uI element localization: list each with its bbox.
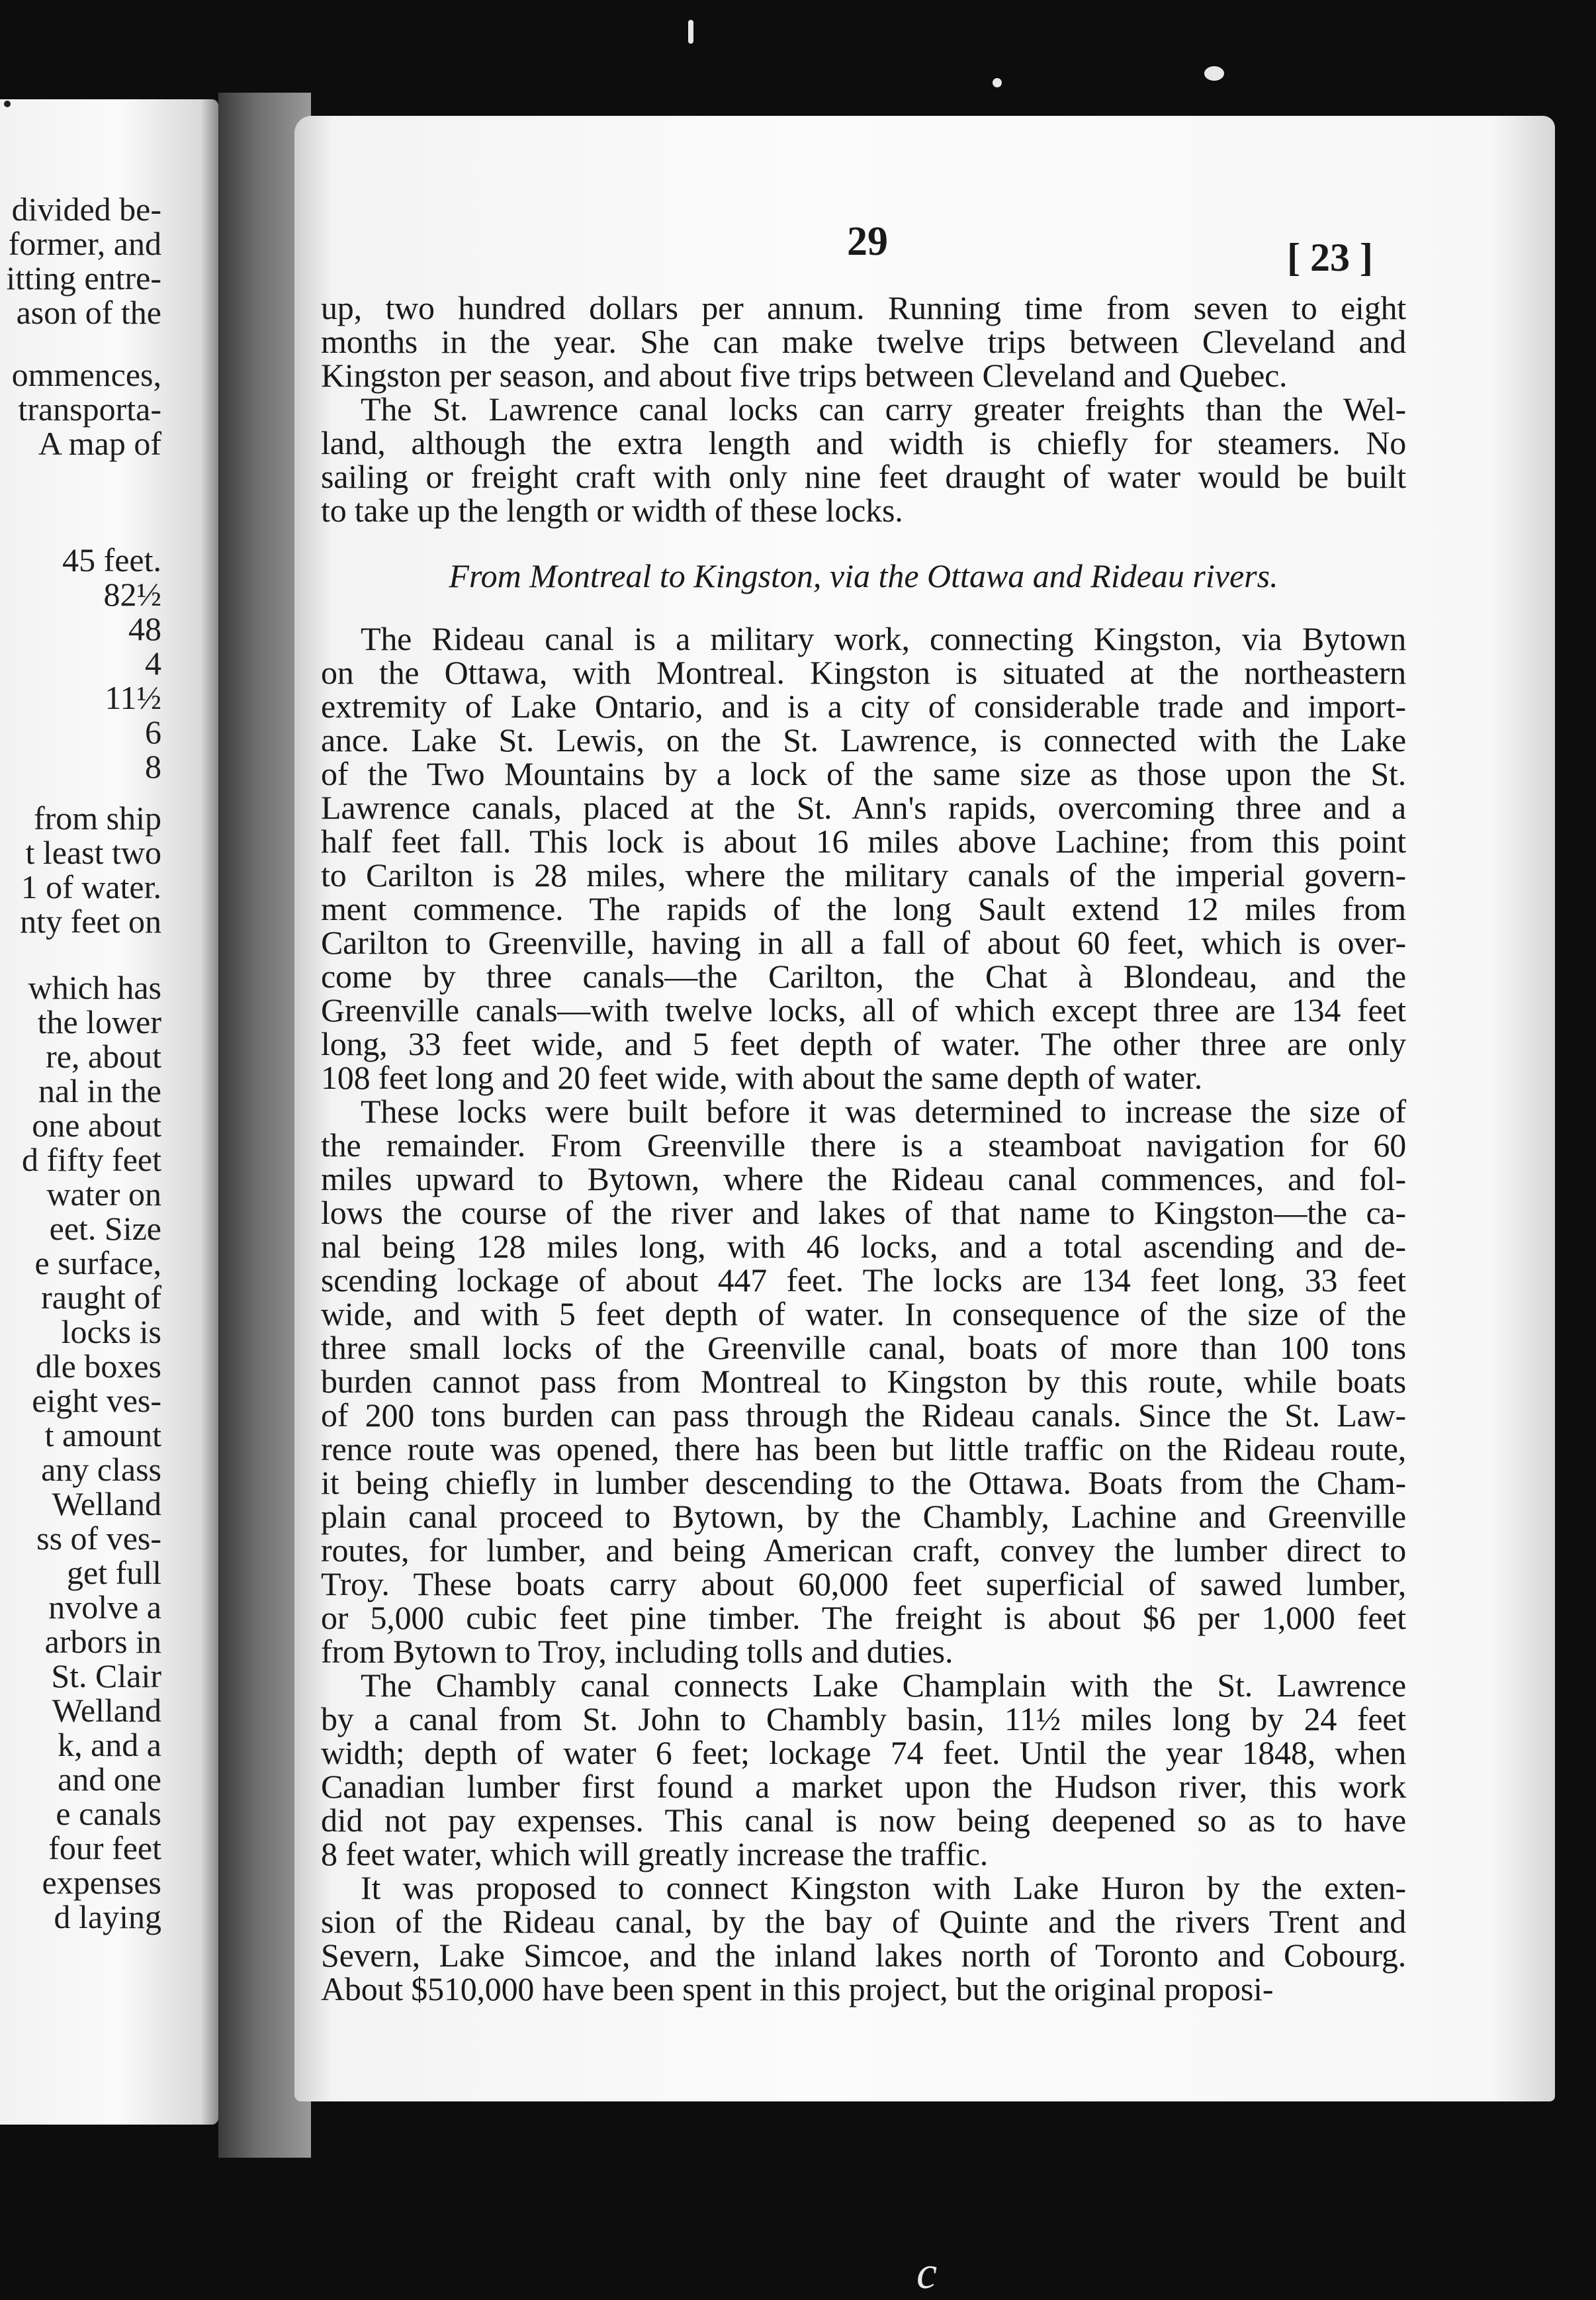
text-line: Severn, Lake Simcoe, and the inland lakes north of Toronto and Cobourg. bbox=[321, 1937, 1406, 1974]
left-page-line: ommences, bbox=[11, 356, 161, 393]
text-line: or 5,000 cubic feet pine timber. The freight is about $6 per 1,000 feet bbox=[321, 1599, 1406, 1636]
left-page-line: 45 feet. bbox=[62, 541, 161, 578]
text-line: of 200 tons burden can pass through the Rideau canals. Since the St. Law- bbox=[321, 1397, 1406, 1434]
left-page-line: from ship bbox=[33, 800, 161, 837]
left-page-line: t amount bbox=[44, 1416, 161, 1453]
text-line: The Chambly canal connects Lake Champlain with the St. Lawrence bbox=[361, 1667, 1406, 1704]
text-line: it being chiefly in lumber descending to the Ottawa. Boats from the Cham- bbox=[321, 1464, 1406, 1501]
text-line: Greenville canals—with twelve locks, all of which except three are 134 feet bbox=[321, 991, 1406, 1029]
paragraph-4 bbox=[321, 1095, 1406, 1669]
text-line: wide, and with 5 feet depth of water. In consequence of the size of the bbox=[321, 1295, 1406, 1332]
left-page-line: eight ves- bbox=[32, 1382, 161, 1419]
text-line: rence route was opened, there has been but little traffic on the Rideau route, bbox=[321, 1430, 1406, 1467]
left-page-line: 4 bbox=[145, 645, 161, 682]
ink-speck bbox=[4, 101, 11, 107]
text-line: from Bytown to Troy, including tolls and duties. bbox=[321, 1633, 953, 1670]
left-page-line: e canals bbox=[56, 1795, 161, 1832]
text-line: ment commence. The rapids of the long Sault extend 12 miles from bbox=[321, 890, 1406, 927]
text-line: extremity of Lake Ontario, and is a city of considerable trade and import- bbox=[321, 688, 1406, 725]
left-page-line: Welland bbox=[52, 1692, 161, 1729]
paragraph-5 bbox=[321, 1669, 1406, 1871]
text-line: Carilton to Greenville, having in all a fall of about 60 feet, which is over- bbox=[321, 924, 1406, 961]
text-line: ance. Lake St. Lewis, on the St. Lawrence, is connected with the Lake bbox=[321, 721, 1406, 759]
text-line: Lawrence canals, placed at the St. Ann's rapids, overcoming three and a bbox=[321, 789, 1406, 826]
left-page-line: re, about bbox=[46, 1038, 161, 1075]
left-page-line: itting entre- bbox=[6, 259, 161, 297]
paragraph-2 bbox=[321, 392, 1406, 528]
page-number: 29 bbox=[847, 219, 888, 264]
text-line: width; depth of water 6 feet; lockage 74 feet. Until the year 1848, when bbox=[321, 1734, 1406, 1771]
text-line: did not pay expenses. This canal is now being deepened so as to have bbox=[321, 1802, 1406, 1839]
text-line: on the Ottawa, with Montreal. Kingston is situated at the northeastern bbox=[321, 654, 1406, 691]
left-page-line: e surface, bbox=[34, 1244, 161, 1281]
left-page-line: get full bbox=[66, 1554, 161, 1591]
paragraph-1 bbox=[321, 291, 1406, 392]
left-page-line: 1 of water. bbox=[21, 868, 161, 905]
left-page-line: nal in the bbox=[38, 1072, 161, 1109]
left-page-line: transporta- bbox=[18, 391, 161, 428]
left-page-line: expenses bbox=[42, 1864, 161, 1901]
text-line: 108 feet long and 20 feet wide, with about the same depth of water. bbox=[321, 1059, 1203, 1096]
scan-speck bbox=[1204, 66, 1224, 81]
scan-speck bbox=[688, 20, 693, 44]
text-line: Kingston per season, and about five trips between Cleveland and Quebec. bbox=[321, 357, 1288, 394]
footer-mark: c bbox=[916, 2248, 938, 2299]
text-line: lows the course of the river and lakes of that name to Kingston—the ca- bbox=[321, 1194, 1406, 1231]
paragraph-3 bbox=[321, 622, 1406, 1095]
text-line: come by three canals—the Carilton, the Chat à Blondeau, and the bbox=[321, 958, 1406, 995]
left-page-line: raught of bbox=[41, 1279, 161, 1316]
text-line: miles upward to Bytown, where the Rideau canal commences, and fol- bbox=[321, 1160, 1406, 1197]
left-page-line: four feet bbox=[48, 1829, 161, 1866]
left-page-line: any class bbox=[41, 1451, 161, 1488]
text-line: by a canal from St. John to Chambly basin, 11½ miles long by 24 feet bbox=[321, 1700, 1406, 1737]
text-line: Troy. These boats carry about 60,000 feet superficial of sawed lumber, bbox=[321, 1565, 1406, 1602]
text-line: to take up the length or width of these locks. bbox=[321, 492, 903, 529]
text-line: It was proposed to connect Kingston with Lake Huron by the exten- bbox=[361, 1869, 1406, 1906]
text-line: sion of the Rideau canal, by the bay of Quinte and the rivers Trent and bbox=[321, 1903, 1406, 1940]
left-page-line: eet. Size bbox=[49, 1210, 161, 1247]
left-page-line: and one bbox=[58, 1761, 161, 1798]
left-page-line: divided be- bbox=[11, 191, 161, 228]
text-line: burden cannot pass from Montreal to Kingston by this route, while boats bbox=[321, 1363, 1406, 1400]
left-page-line: ss of ves- bbox=[36, 1520, 161, 1557]
left-page-line: 6 bbox=[145, 713, 161, 751]
text-line: land, although the extra length and width is chiefly for steamers. No bbox=[321, 424, 1406, 461]
left-page-line: t least two bbox=[25, 834, 161, 871]
left-page-line: A map of bbox=[38, 425, 161, 462]
left-page-line: St. Clair bbox=[51, 1657, 161, 1694]
text-line: months in the year. She can make twelve trips between Cleveland and bbox=[321, 323, 1406, 360]
text-line: the remainder. From Greenville there is a steamboat navigation for 60 bbox=[321, 1127, 1406, 1164]
left-page-line: Welland bbox=[52, 1485, 161, 1522]
left-page-line: nty feet on bbox=[20, 903, 161, 940]
left-page-line: 48 bbox=[128, 610, 161, 647]
text-line: scending lockage of about 447 feet. The locks are 134 feet long, 33 feet bbox=[321, 1262, 1406, 1299]
left-page-line: the lower bbox=[37, 1003, 161, 1040]
left-page-line: dle boxes bbox=[35, 1348, 161, 1385]
left-page-line: k, and a bbox=[58, 1726, 161, 1763]
text-line: long, 33 feet wide, and 5 feet depth of water. The other three are only bbox=[321, 1025, 1406, 1062]
text-line: sailing or freight craft with only nine feet draught of water would be built bbox=[321, 458, 1406, 495]
text-line: half feet fall. This lock is about 16 miles above Lachine; from this point bbox=[321, 823, 1406, 860]
text-line: Canadian lumber first found a market upon the Hudson river, this work bbox=[321, 1768, 1406, 1805]
left-page-line: former, and bbox=[8, 225, 161, 262]
text-line: of the Two Mountains by a lock of the same size as those upon the St. bbox=[321, 755, 1406, 792]
section-heading: From Montreal to Kingston, via the Ottawa and Rideau rivers. bbox=[449, 557, 1278, 594]
text-line: nal being 128 miles long, with 46 locks, and a total ascending and de- bbox=[321, 1228, 1406, 1265]
paragraph-6 bbox=[321, 1871, 1406, 2006]
left-page-line: d laying bbox=[54, 1898, 161, 1935]
left-page-line: 82½ bbox=[103, 576, 161, 613]
left-page-line: 11½ bbox=[105, 679, 161, 716]
left-page-line: one about bbox=[32, 1107, 161, 1144]
page-body bbox=[321, 291, 1406, 2006]
text-line: routes, for lumber, and being American craft, convey the lumber direct to bbox=[321, 1532, 1406, 1569]
text-line: The Rideau canal is a military work, connecting Kingston, via Bytown bbox=[361, 620, 1406, 657]
text-line: three small locks of the Greenville canal, boats of more than 100 tons bbox=[321, 1329, 1406, 1366]
text-line: up, two hundred dollars per annum. Running time from seven to eight bbox=[321, 289, 1406, 326]
left-page-line: ason of the bbox=[16, 294, 161, 331]
document-number: [ 23 ] bbox=[1287, 236, 1373, 279]
left-page-line: which has bbox=[28, 969, 161, 1006]
text-line: About $510,000 have been spent in this project, but the original proposi- bbox=[321, 1970, 1274, 2007]
left-page-line: d fifty feet bbox=[21, 1141, 161, 1178]
scan-speck bbox=[993, 78, 1002, 87]
previous-page-edge bbox=[0, 99, 218, 2125]
text-line: 8 feet water, which will greatly increase the traffic. bbox=[321, 1835, 989, 1872]
left-page-line: 8 bbox=[145, 748, 161, 785]
left-page-line: locks is bbox=[61, 1313, 161, 1350]
text-line: to Carilton is 28 miles, where the military canals of the imperial govern- bbox=[321, 856, 1406, 894]
left-page-line: nvolve a bbox=[48, 1588, 161, 1626]
text-line: The St. Lawrence canal locks can carry greater freights than the Wel- bbox=[361, 391, 1406, 428]
left-page-line: arbors in bbox=[44, 1623, 161, 1660]
text-line: These locks were built before it was determined to increase the size of bbox=[361, 1093, 1406, 1130]
text-line: plain canal proceed to Bytown, by the Chambly, Lachine and Greenville bbox=[321, 1498, 1406, 1535]
left-page-line: water on bbox=[46, 1175, 161, 1213]
